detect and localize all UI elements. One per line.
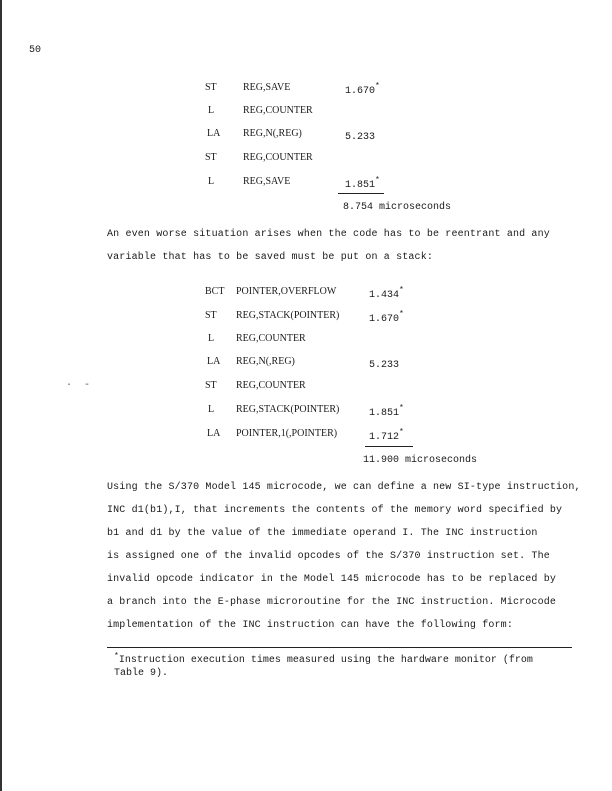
paragraph-1 — [107, 223, 572, 269]
text-line: implementation of the INC instruction can have the following form: — [107, 620, 513, 631]
text-line: An even worse situation arises when the code has to be reentrant and any — [107, 229, 550, 240]
sum-rule — [365, 446, 413, 447]
time-value: 1.670* — [345, 82, 380, 97]
opcode: L — [208, 404, 215, 415]
text-line: is assigned one of the invalid opcodes of the S/370 instruction set. The — [107, 551, 550, 562]
opcode: L — [208, 333, 215, 344]
operands: REG,STACK(POINTER) — [236, 310, 340, 321]
text-line: invalid opcode indicator in the Model 145 microcode has to be replaced by — [107, 574, 557, 585]
operands: REG,COUNTER — [236, 333, 306, 344]
operands: REG,N(,REG) — [243, 128, 302, 139]
footnote-rule — [107, 647, 572, 648]
opcode: BCT — [205, 286, 225, 297]
opcode: ST — [205, 380, 217, 391]
operands: REG,N(,REG) — [236, 356, 295, 367]
total-time: 11.900 microseconds — [363, 455, 478, 466]
operands: POINTER,1(,POINTER) — [236, 428, 338, 439]
text-line: INC d1(b1),I, that increments the contents of the memory word specified by — [107, 505, 563, 516]
opcode: ST — [205, 82, 217, 93]
operands: REG,COUNTER — [243, 152, 313, 163]
opcode: L — [208, 176, 215, 187]
time-value: 1.851* — [369, 404, 404, 419]
opcode: ST — [205, 152, 217, 163]
sum-rule — [338, 193, 384, 194]
opcode: LA — [207, 428, 221, 439]
opcode: L — [208, 105, 215, 116]
opcode: ST — [205, 310, 217, 321]
operands: POINTER,OVERFLOW — [236, 286, 337, 297]
stray-marks: · - — [66, 380, 94, 391]
page-number: 50 — [29, 45, 42, 56]
operands: REG,STACK(POINTER) — [236, 404, 340, 415]
footnote — [114, 650, 564, 680]
text-line: variable that has to be saved must be put on a stack: — [107, 252, 434, 263]
time-value: 1.434* — [369, 286, 404, 301]
time-value: 1.712* — [369, 428, 404, 443]
text-line: b1 and d1 by the value of the immediate operand I. The INC instruction — [107, 528, 538, 539]
footnote-mark: * — [114, 652, 119, 661]
footnote-line: Table 9). — [114, 668, 169, 679]
time-value: 5.233 — [345, 132, 376, 143]
operands: REG,SAVE — [243, 176, 291, 187]
footnote-line: *Instruction execution times measured using the hardware monitor (from — [114, 652, 533, 666]
text-line: Using the S/370 Model 145 microcode, we can define a new SI-type instruction, — [107, 482, 581, 493]
time-value: 1.670* — [369, 310, 404, 325]
opcode: LA — [207, 128, 221, 139]
time-value: 1.851* — [345, 176, 380, 191]
operands: REG,SAVE — [243, 82, 291, 93]
time-value: 5.233 — [369, 360, 400, 371]
operands: REG,COUNTER — [236, 380, 306, 391]
page-left-edge — [0, 0, 2, 791]
operands: REG,COUNTER — [243, 105, 313, 116]
total-time: 8.754 microseconds — [343, 202, 452, 213]
opcode: LA — [207, 356, 221, 367]
text-line: a branch into the E-phase microroutine for the INC instruction. Microcode — [107, 597, 557, 608]
paragraph-2 — [107, 476, 581, 637]
